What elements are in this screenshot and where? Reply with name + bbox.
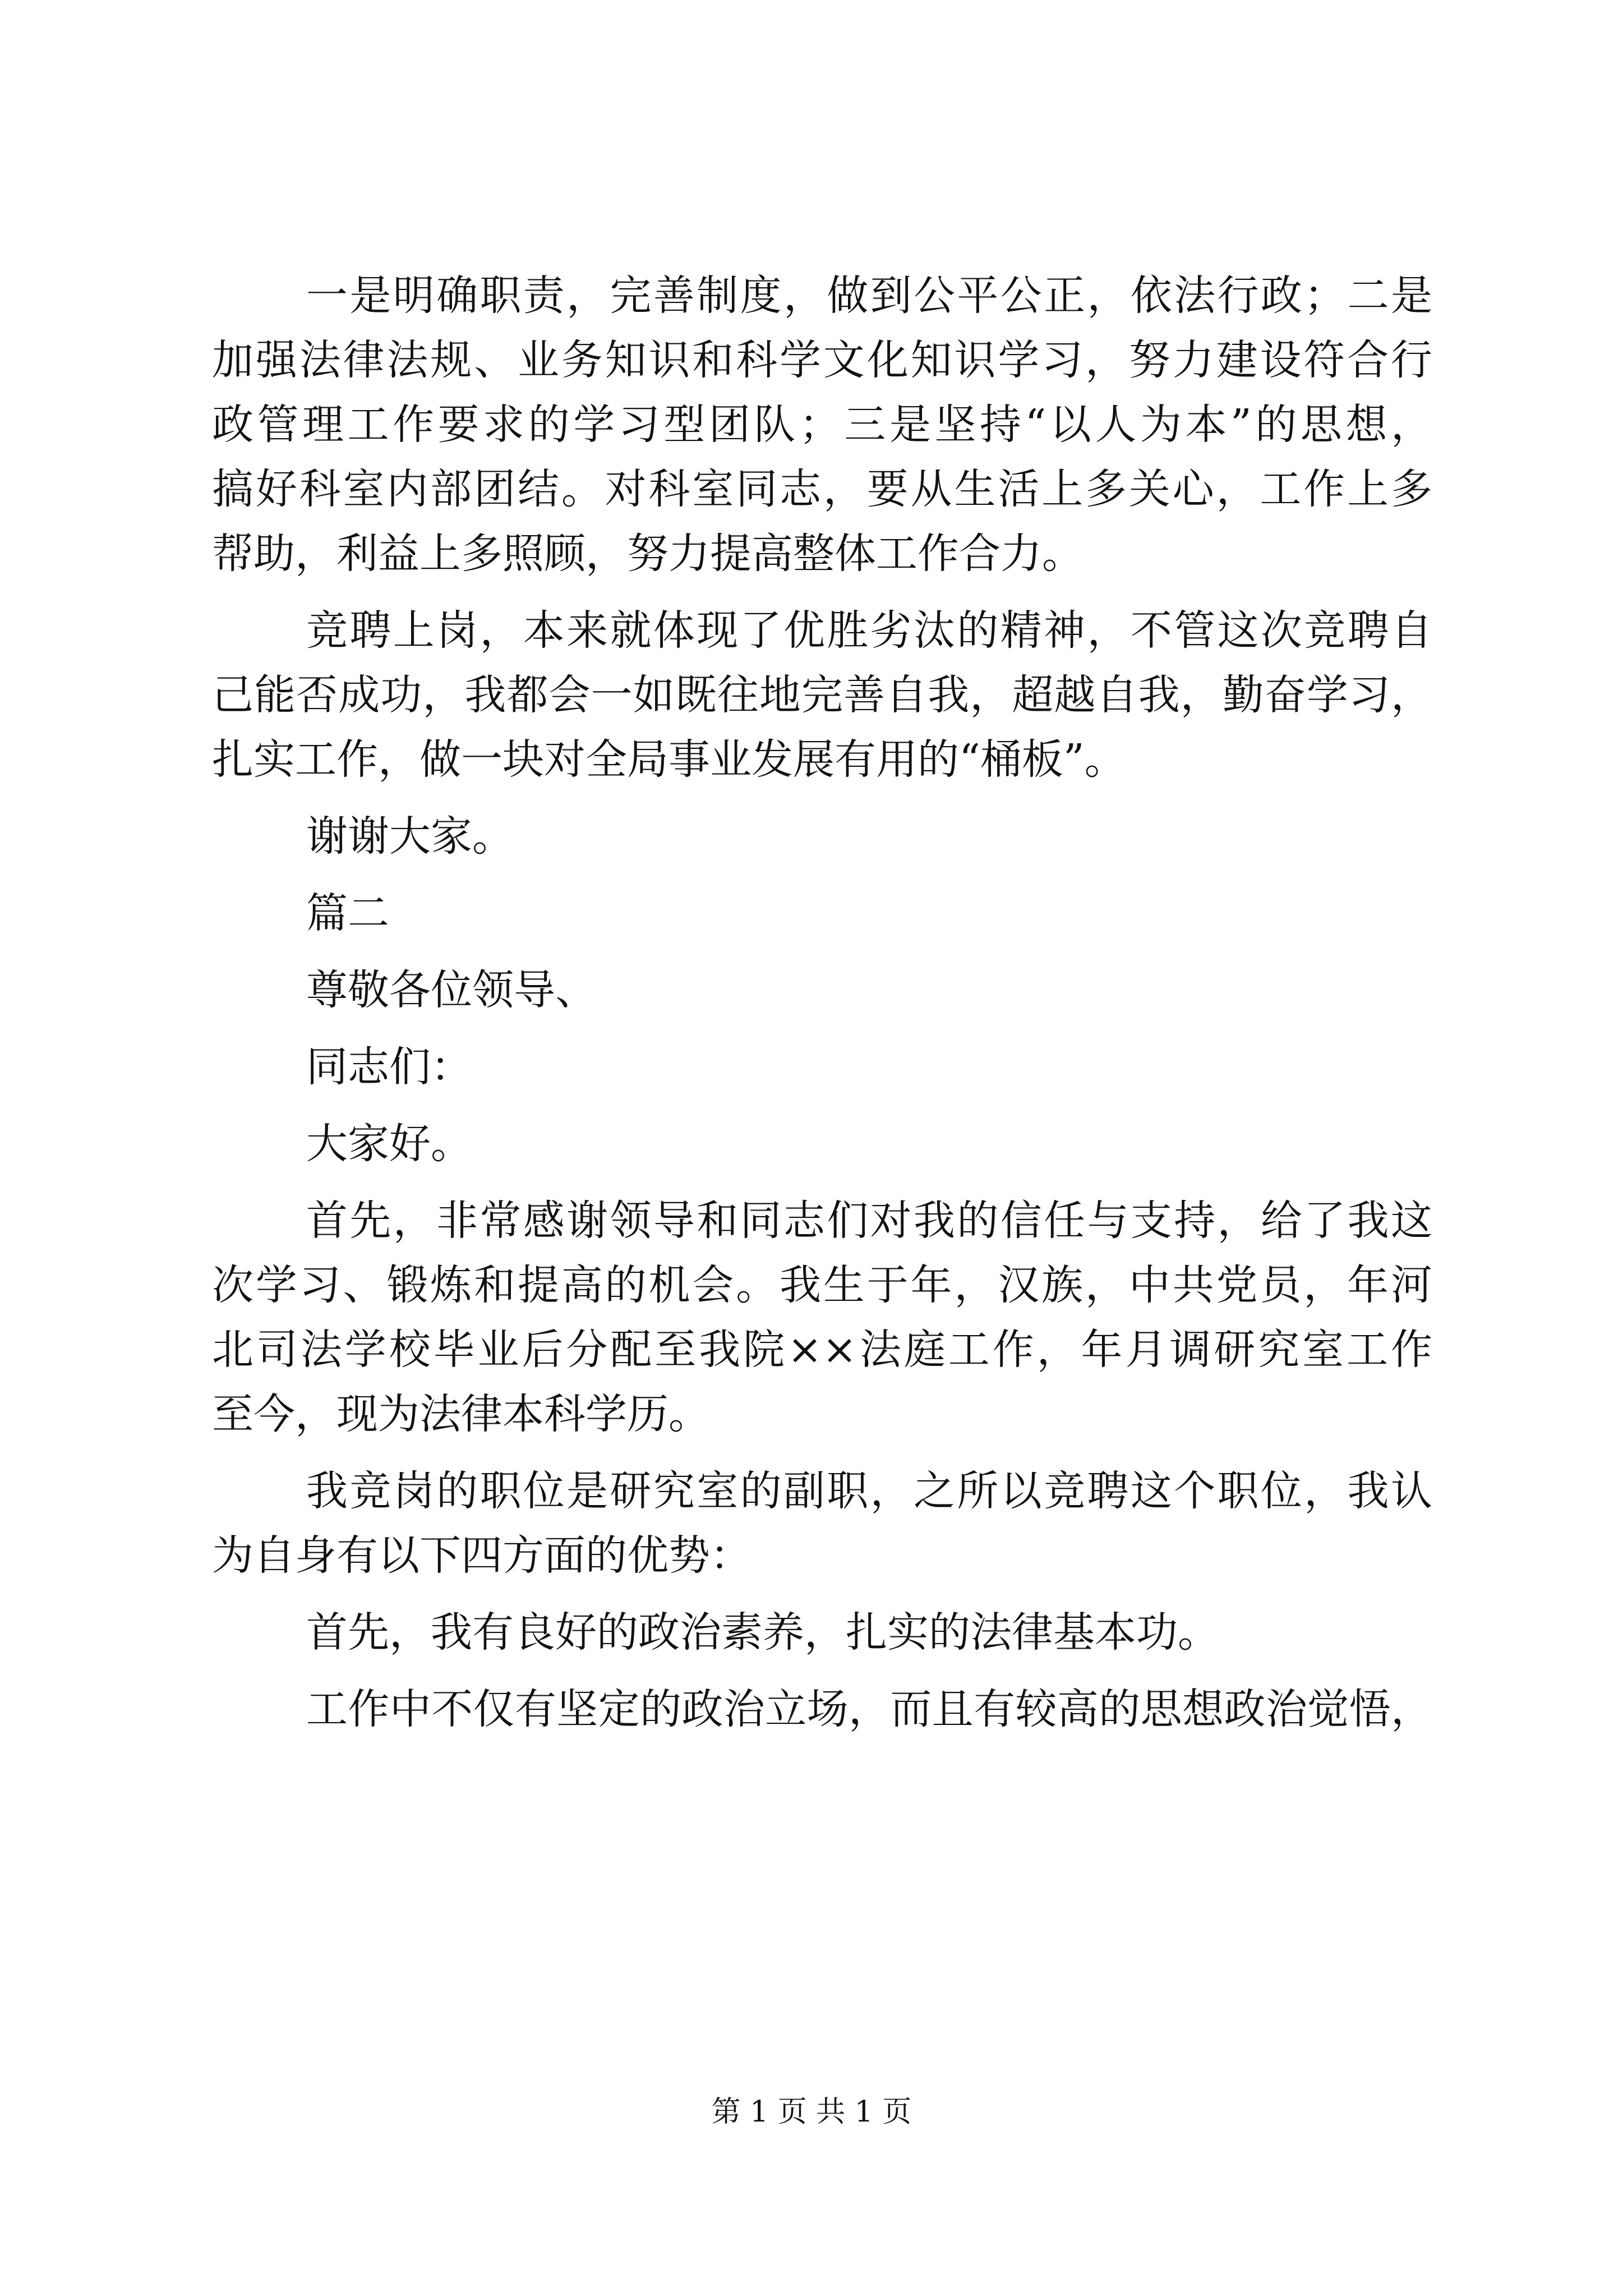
text-line: 北司法学校毕业后分配至我院××法庭工作，年月调研究室工作 <box>212 1326 1432 1374</box>
text-line: 工作中不仅有坚定的政治立场，而且有较高的思想政治觉悟， <box>306 1685 1432 1733</box>
closing-thanks: 谢谢大家。 <box>306 812 514 861</box>
text-line: 竞聘上岗，本来就体现了优胜劣汰的精神，不管这次竞聘自 <box>306 606 1432 655</box>
page-footer: 第 1 页 共 1 页 <box>711 2095 912 2129</box>
paragraph-4 <box>212 1459 1432 1588</box>
paragraph-6 <box>212 1677 1432 1742</box>
text-line: 搞好科室内部团结。对科室同志，要从生活上多关心，工作上多 <box>212 465 1432 513</box>
text-line: 至今，现为法律本科学历。 <box>212 1390 710 1438</box>
section-heading: 篇二 <box>306 889 389 937</box>
salutation-line: 同志们： <box>306 1043 472 1091</box>
salutation-line: 尊敬各位领导、 <box>306 966 597 1014</box>
paragraph-2 <box>212 599 1432 792</box>
paragraph-3 <box>212 1189 1432 1447</box>
text-line: 己能否成功，我都会一如既往地完善自我，超越自我，勤奋学习， <box>212 671 1432 719</box>
text-line: 帮助，利益上多照顾，努力提高整体工作合力。 <box>212 530 1083 578</box>
text-line: 次学习、锻炼和提高的机会。我生于年，汉族，中共党员，年河 <box>212 1261 1432 1309</box>
document-body <box>212 264 1432 1754</box>
text-line: 政管理工作要求的学习型团队；三是坚持“以人为本”的思想， <box>212 401 1432 449</box>
paragraph-5: 首先，我有良好的政治素养，扎实的法律基本功。 <box>306 1608 1219 1657</box>
text-line: 扎实工作，做一块对全局事业发展有用的“桶板”。 <box>212 735 1126 784</box>
text-line: 首先，非常感谢领导和同志们对我的信任与支持，给了我这 <box>306 1197 1432 1245</box>
text-line: 一是明确职责，完善制度，做到公平公正，依法行政；二是 <box>306 272 1432 320</box>
text-line: 我竞岗的职位是研究室的副职，之所以竞聘这个职位，我认 <box>306 1467 1432 1515</box>
text-line: 加强法律法规、业务知识和科学文化知识学习，努力建设符合行 <box>212 336 1432 384</box>
greeting-line: 大家好。 <box>306 1120 472 1168</box>
paragraph-1 <box>212 264 1432 586</box>
text-line: 为自身有以下四方面的优势： <box>212 1531 751 1580</box>
